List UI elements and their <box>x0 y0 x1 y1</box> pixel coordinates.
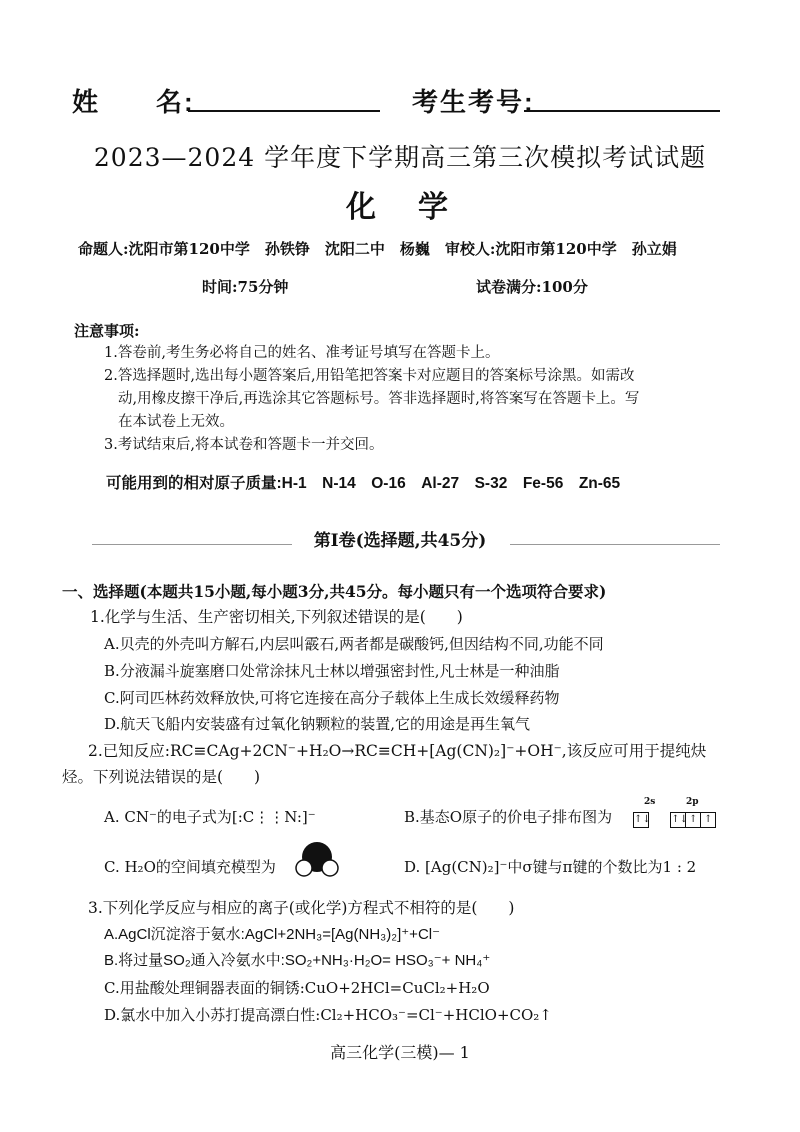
question-2-option-b: B.基态O原子的价电子排布图为 <box>404 808 613 826</box>
note-item: 2.答选择题时,选出每小题答案后,用铅笔把答案卡对应题目的答案标号涂黑。如需改 <box>104 368 635 384</box>
authors: 命题人:沈阳市第120中学 孙铁铮 沈阳二中 杨巍 审校人:沈阳市第120中学 孙立娟 <box>78 240 677 258</box>
water-space-filling-model <box>294 840 340 878</box>
orbital-2p-box: ↑↓ <box>670 812 686 828</box>
orbital-2p-box: ↑ <box>700 812 716 828</box>
note-item: 1.答卷前,考生务必将自己的姓名、准考证号填写在答题卡上。 <box>104 345 500 361</box>
section-title: 第Ⅰ卷(选择题,共45分) <box>313 531 487 551</box>
question-1-option-c: C.阿司匹林药效释放快,可将它连接在高分子载体上生成长效缓释药物 <box>104 689 560 707</box>
orbital-2s-label: 2s <box>644 797 656 807</box>
question-1-stem: 1.化学与生活、生产密切相关,下列叙述错误的是( ) <box>90 608 463 626</box>
question-3-option-c: C.用盐酸处理铜器表面的铜锈:CuO+2HCl=CuCl₂+H₂O <box>104 979 490 997</box>
question-1-option-a: A.贝壳的外壳叫方解石,内层叫霰石,两者都是碳酸钙,但因结构不同,功能不同 <box>104 635 604 653</box>
question-2-option-a: A. CN⁻的电子式为[:C⋮⋮N:]⁻ <box>104 808 316 826</box>
notes-heading: 注意事项: <box>74 322 140 340</box>
orbital-2p-box: ↑ <box>685 812 701 828</box>
notes-list <box>104 342 639 457</box>
exam-title: 2023—2024 学年度下学期高三第三次模拟考试试题 <box>93 143 707 172</box>
question-1-option-b: B.分液漏斗旋塞磨口处常涂抹凡士林以增强密封性,凡士林是一种油脂 <box>104 662 560 680</box>
question-3-stem: 3.下列化学反应与相应的离子(或化学)方程式不相符的是( ) <box>88 899 515 917</box>
full-score: 试卷满分:100分 <box>476 278 588 296</box>
time-limit: 时间:75分钟 <box>202 278 289 296</box>
name-label: 姓 名: <box>72 87 195 117</box>
exam-number-label: 考生考号: <box>412 87 535 117</box>
orbital-2p-label: 2p <box>686 797 699 807</box>
exam-number-field[interactable] <box>524 84 720 112</box>
question-1-option-d: D.航天飞船内安装盛有过氧化钠颗粒的装置,它的用途是再生氧气 <box>104 715 531 733</box>
name-field[interactable] <box>188 84 380 112</box>
subject-title: 化 学 <box>346 191 454 224</box>
page-footer: 高三化学(三模)— 1 <box>330 1043 470 1062</box>
question-3-option-a: A.AgCl沉淀溶于氨水:AgCl+2NH₃=[Ag(NH₃)₂]⁺+Cl⁻ <box>104 926 441 943</box>
note-item: 动,用橡皮擦干净后,再选涂其它答题标号。答非选择题时,将答案写在答题卡上。写 <box>118 391 640 407</box>
question-2-option-c: C. H₂O的空间填充模型为 <box>104 858 276 876</box>
section-divider-right <box>510 544 720 545</box>
question-2-option-d: D. [Ag(CN)₂]⁻中σ键与π键的个数比为1 : 2 <box>404 858 697 876</box>
orbital-2s-box: ↑↓ <box>633 812 649 828</box>
question-3-option-d: D.氯水中加入小苏打提高漂白性:Cl₂+HCO₃⁻=Cl⁻+HClO+CO₂↑ <box>104 1006 552 1024</box>
atomic-masses: 可能用到的相对原子质量:H-1 N-14 O-16 Al-27 S-32 Fe-56 Zn-65 <box>106 475 621 492</box>
question-2-stem-line1: 2.已知反应:RC≡CAg+2CN⁻+H₂O→RC≡CH+[Ag(CN)₂]⁻+OH⁻,该反应可用于提纯炔 <box>88 742 707 760</box>
part-heading: 一、选择题(本题共15小题,每小题3分,共45分。每小题只有一个选项符合要求) <box>62 582 607 601</box>
note-item: 在本试卷上无效。 <box>118 414 234 430</box>
note-item: 3.考试结束后,将本试卷和答题卡一并交回。 <box>104 437 384 453</box>
question-2-stem-line2: 烃。下列说法错误的是( ) <box>62 768 261 786</box>
question-3-option-b: B.将过量SO₂通入冷氨水中:SO₂+NH₃·H₂O= HSO₃⁻+ NH₄⁺ <box>104 952 491 969</box>
